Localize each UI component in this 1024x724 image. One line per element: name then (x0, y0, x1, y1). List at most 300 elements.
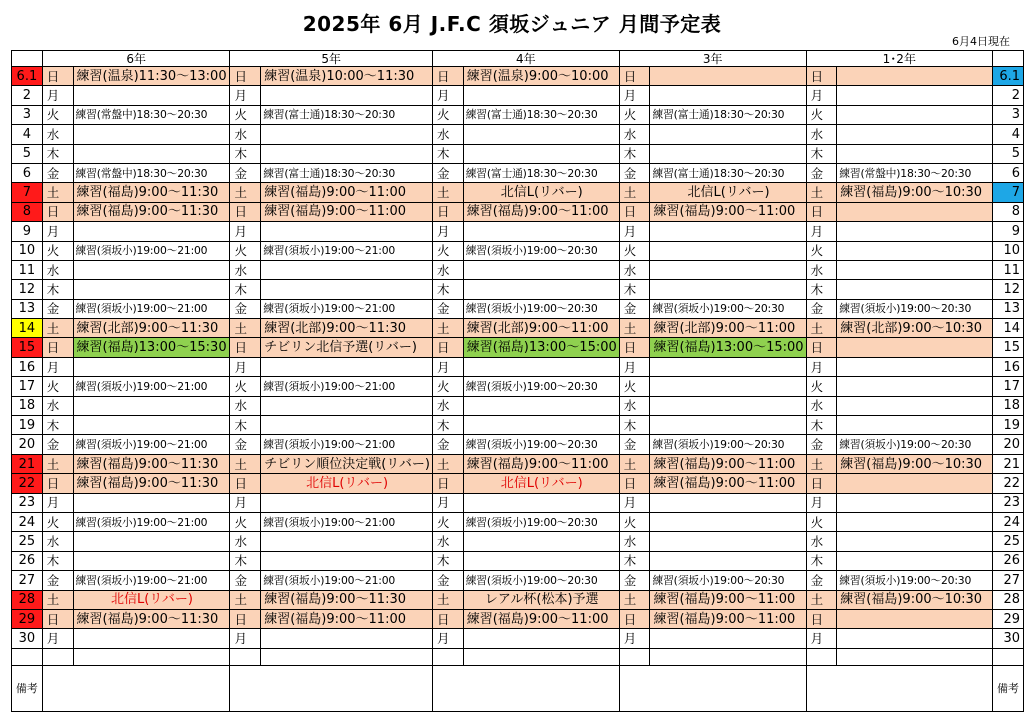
day-number-left: 4 (12, 125, 43, 144)
event-cell (837, 396, 993, 415)
event-cell: 練習(須坂小)19:00～20:30 (463, 571, 619, 590)
event-cell: 練習(福島)9:00～11:00 (650, 474, 806, 493)
weekday-cell: 月 (42, 357, 73, 376)
event-cell: 練習(福島)13:00～15:00 (650, 338, 806, 357)
weekday-cell: 木 (806, 416, 837, 435)
weekday-cell: 金 (42, 571, 73, 590)
event-cell: 練習(須坂小)19:00～21:00 (73, 571, 230, 590)
event-cell: 練習(福島)9:00～11:30 (73, 202, 230, 221)
weekday-cell: 火 (432, 512, 463, 531)
weekday-cell: 火 (230, 105, 261, 124)
event-cell (837, 222, 993, 241)
day-number-left: 15 (12, 338, 43, 357)
event-cell: 練習(須坂小)19:00～20:30 (837, 571, 993, 590)
event-cell (463, 416, 619, 435)
weekday-cell: 火 (42, 512, 73, 531)
blank-cell (463, 648, 619, 665)
weekday-cell: 日 (230, 609, 261, 628)
blank-cell (73, 648, 230, 665)
weekday-cell: 水 (230, 125, 261, 144)
weekday-cell: 水 (806, 260, 837, 279)
weekday-cell: 日 (806, 67, 837, 86)
weekday-cell: 金 (806, 571, 837, 590)
event-cell (837, 474, 993, 493)
weekday-cell: 金 (619, 163, 650, 182)
weekday-cell: 火 (432, 241, 463, 260)
notes-row (12, 665, 1024, 711)
event-cell: 練習(福島)9:00～11:30 (73, 454, 230, 473)
day-number-right: 18 (993, 396, 1024, 415)
day-row (12, 357, 1024, 376)
event-cell (650, 280, 806, 299)
event-cell: 練習(常盤中)18:30～20:30 (73, 105, 230, 124)
weekday-cell: 火 (230, 377, 261, 396)
notes-label-right: 備考 (993, 665, 1024, 711)
weekday-cell: 火 (619, 512, 650, 531)
day-row (12, 435, 1024, 454)
weekday-cell: 日 (619, 202, 650, 221)
blank-cell (806, 648, 837, 665)
weekday-cell: 金 (230, 163, 261, 182)
event-cell (73, 416, 230, 435)
weekday-cell: 月 (619, 493, 650, 512)
weekday-cell: 金 (806, 163, 837, 182)
schedule-table (11, 50, 1024, 712)
weekday-cell: 土 (230, 590, 261, 609)
event-cell (837, 357, 993, 376)
event-cell (261, 144, 433, 163)
weekday-cell: 土 (432, 183, 463, 202)
weekday-cell: 木 (619, 144, 650, 163)
day-number-left: 21 (12, 454, 43, 473)
day-row (12, 299, 1024, 318)
event-cell (261, 551, 433, 570)
weekday-cell: 土 (42, 454, 73, 473)
event-cell (837, 67, 993, 86)
blank-cell (993, 648, 1024, 665)
event-cell (73, 222, 230, 241)
event-cell (837, 551, 993, 570)
event-cell (73, 280, 230, 299)
weekday-cell: 月 (230, 629, 261, 648)
event-cell: 練習(須坂小)19:00～21:00 (73, 512, 230, 531)
event-cell (837, 86, 993, 105)
event-cell (650, 67, 806, 86)
event-cell (463, 532, 619, 551)
day-number-right: 17 (993, 377, 1024, 396)
event-cell (837, 241, 993, 260)
day-row (12, 396, 1024, 415)
weekday-cell: 日 (42, 474, 73, 493)
weekday-cell: 水 (432, 125, 463, 144)
event-cell (73, 125, 230, 144)
event-cell: 練習(福島)9:00～10:30 (837, 590, 993, 609)
day-row (12, 377, 1024, 396)
weekday-cell: 木 (806, 280, 837, 299)
event-cell: 練習(北部)9:00～11:00 (463, 319, 619, 338)
weekday-cell: 木 (806, 551, 837, 570)
day-row (12, 629, 1024, 648)
weekday-cell: 日 (619, 609, 650, 628)
grade-header: 5年 (230, 51, 432, 67)
day-number-left: 7 (12, 183, 43, 202)
weekday-cell: 土 (42, 183, 73, 202)
header-corner-right (993, 51, 1024, 67)
weekday-cell: 土 (806, 183, 837, 202)
day-number-left: 26 (12, 551, 43, 570)
weekday-cell: 木 (42, 416, 73, 435)
event-cell: チビリン北信予選(リバー) (261, 338, 433, 357)
event-cell (837, 377, 993, 396)
day-row (12, 532, 1024, 551)
weekday-cell: 木 (230, 144, 261, 163)
weekday-cell: 水 (619, 396, 650, 415)
notes-label-left: 備考 (12, 665, 43, 711)
event-cell: 練習(富士通)18:30～20:30 (261, 105, 433, 124)
weekday-cell: 月 (230, 222, 261, 241)
event-cell (463, 86, 619, 105)
event-cell: 練習(須坂小)19:00～21:00 (73, 377, 230, 396)
day-number-right: 6 (993, 163, 1024, 182)
event-cell: 練習(福島)9:00～11:30 (73, 474, 230, 493)
event-cell (261, 260, 433, 279)
weekday-cell: 水 (806, 125, 837, 144)
day-row (12, 183, 1024, 202)
event-cell (463, 222, 619, 241)
event-cell: 練習(須坂小)19:00～21:00 (261, 571, 433, 590)
day-number-right: 9 (993, 222, 1024, 241)
weekday-cell: 水 (230, 260, 261, 279)
day-number-right: 13 (993, 299, 1024, 318)
day-number-right: 29 (993, 609, 1024, 628)
event-cell: 練習(温泉)10:00～11:30 (261, 67, 433, 86)
day-number-left: 19 (12, 416, 43, 435)
event-cell: 練習(温泉)11:30～13:00 (73, 67, 230, 86)
event-cell: 練習(富士通)18:30～20:30 (650, 163, 806, 182)
event-cell: 練習(須坂小)19:00～20:30 (650, 435, 806, 454)
event-cell: 練習(富士通)18:30～20:30 (463, 105, 619, 124)
weekday-cell: 水 (230, 532, 261, 551)
day-number-right: 12 (993, 280, 1024, 299)
event-cell (650, 125, 806, 144)
day-number-right: 6.1 (993, 67, 1024, 86)
day-number-right: 23 (993, 493, 1024, 512)
event-cell (463, 629, 619, 648)
grade-header: 6年 (42, 51, 230, 67)
weekday-cell: 月 (42, 222, 73, 241)
weekday-cell: 土 (42, 590, 73, 609)
event-cell: 練習(温泉)9:00～10:00 (463, 67, 619, 86)
weekday-cell: 金 (432, 571, 463, 590)
notes-cell (806, 665, 993, 711)
weekday-cell: 日 (230, 67, 261, 86)
day-number-left: 10 (12, 241, 43, 260)
day-number-left: 6.1 (12, 67, 43, 86)
day-row (12, 202, 1024, 221)
weekday-cell: 水 (619, 260, 650, 279)
day-number-right: 14 (993, 319, 1024, 338)
day-number-left: 3 (12, 105, 43, 124)
weekday-cell: 火 (806, 377, 837, 396)
event-cell: 練習(北部)9:00～10:30 (837, 319, 993, 338)
weekday-cell: 火 (230, 512, 261, 531)
event-cell (73, 357, 230, 376)
event-cell (650, 241, 806, 260)
event-cell (650, 551, 806, 570)
event-cell (261, 280, 433, 299)
day-number-right: 8 (993, 202, 1024, 221)
event-cell (463, 125, 619, 144)
day-number-left: 14 (12, 319, 43, 338)
day-row (12, 222, 1024, 241)
day-number-left: 25 (12, 532, 43, 551)
weekday-cell: 土 (806, 590, 837, 609)
day-row (12, 280, 1024, 299)
day-number-right: 20 (993, 435, 1024, 454)
grade-header: 1･2年 (806, 51, 993, 67)
weekday-cell: 金 (432, 163, 463, 182)
header-corner-left (12, 51, 43, 67)
weekday-cell: 土 (230, 454, 261, 473)
day-row (12, 551, 1024, 570)
weekday-cell: 火 (806, 241, 837, 260)
weekday-cell: 土 (42, 319, 73, 338)
event-cell (837, 105, 993, 124)
day-number-right: 30 (993, 629, 1024, 648)
event-cell: 練習(須坂小)19:00～21:00 (73, 299, 230, 318)
event-cell: 練習(須坂小)19:00～21:00 (73, 435, 230, 454)
event-cell: 練習(福島)9:00～10:30 (837, 454, 993, 473)
event-cell (463, 280, 619, 299)
weekday-cell: 月 (619, 357, 650, 376)
day-row (12, 590, 1024, 609)
weekday-cell: 火 (432, 377, 463, 396)
weekday-cell: 日 (619, 474, 650, 493)
event-cell (463, 357, 619, 376)
event-cell: 練習(須坂小)19:00～20:30 (463, 377, 619, 396)
event-cell (650, 493, 806, 512)
day-number-left: 11 (12, 260, 43, 279)
weekday-cell: 月 (432, 357, 463, 376)
weekday-cell: 土 (230, 319, 261, 338)
event-cell (261, 629, 433, 648)
day-number-right: 16 (993, 357, 1024, 376)
weekday-cell: 水 (230, 396, 261, 415)
event-cell (837, 280, 993, 299)
day-row (12, 416, 1024, 435)
weekday-cell: 日 (619, 67, 650, 86)
weekday-cell: 月 (619, 629, 650, 648)
weekday-cell: 木 (432, 551, 463, 570)
day-row (12, 241, 1024, 260)
weekday-cell: 水 (806, 396, 837, 415)
day-row (12, 319, 1024, 338)
event-cell (650, 629, 806, 648)
event-cell: 練習(福島)9:00～11:00 (261, 183, 433, 202)
weekday-cell: 月 (806, 86, 837, 105)
weekday-cell: 水 (806, 532, 837, 551)
event-cell: 練習(須坂小)19:00～20:30 (463, 512, 619, 531)
event-cell (650, 260, 806, 279)
weekday-cell: 月 (806, 629, 837, 648)
event-cell (650, 86, 806, 105)
event-cell: 練習(須坂小)19:00～21:00 (73, 241, 230, 260)
day-number-left: 27 (12, 571, 43, 590)
weekday-cell: 木 (619, 416, 650, 435)
event-cell: 練習(福島)9:00～11:00 (650, 202, 806, 221)
day-row (12, 454, 1024, 473)
weekday-cell: 水 (42, 396, 73, 415)
day-number-right: 25 (993, 532, 1024, 551)
event-cell (837, 493, 993, 512)
event-cell: 練習(福島)9:00～11:00 (650, 609, 806, 628)
event-cell (73, 396, 230, 415)
notes-cell (42, 665, 230, 711)
weekday-cell: 金 (806, 435, 837, 454)
event-cell: 練習(福島)9:00～11:00 (650, 590, 806, 609)
weekday-cell: 土 (619, 454, 650, 473)
event-cell (463, 260, 619, 279)
weekday-cell: 木 (230, 551, 261, 570)
event-cell (650, 396, 806, 415)
weekday-cell: 金 (619, 571, 650, 590)
weekday-cell: 土 (230, 183, 261, 202)
day-number-left: 20 (12, 435, 43, 454)
event-cell (261, 357, 433, 376)
event-cell: 練習(福島)13:00～15:30 (73, 338, 230, 357)
event-cell (837, 629, 993, 648)
weekday-cell: 月 (42, 493, 73, 512)
blank-cell (230, 648, 261, 665)
weekday-cell: 月 (432, 493, 463, 512)
event-cell (73, 551, 230, 570)
weekday-cell: 火 (432, 105, 463, 124)
day-row (12, 105, 1024, 124)
weekday-cell: 金 (432, 435, 463, 454)
weekday-cell: 火 (42, 241, 73, 260)
event-cell: レアル杯(松本)予選 (463, 590, 619, 609)
event-cell (463, 551, 619, 570)
weekday-cell: 日 (806, 474, 837, 493)
day-number-right: 7 (993, 183, 1024, 202)
event-cell: 練習(福島)13:00～15:00 (463, 338, 619, 357)
day-number-right: 5 (993, 144, 1024, 163)
day-number-left: 30 (12, 629, 43, 648)
blank-cell (42, 648, 73, 665)
weekday-cell: 土 (432, 590, 463, 609)
event-cell (837, 609, 993, 628)
weekday-cell: 金 (230, 299, 261, 318)
day-row (12, 125, 1024, 144)
day-number-right: 3 (993, 105, 1024, 124)
event-cell (73, 86, 230, 105)
day-number-right: 10 (993, 241, 1024, 260)
weekday-cell: 火 (42, 377, 73, 396)
event-cell: チビリン順位決定戦(リバー) (261, 454, 433, 473)
weekday-cell: 日 (42, 67, 73, 86)
event-cell: 北信L(リバー) (261, 474, 433, 493)
weekday-cell: 月 (432, 629, 463, 648)
weekday-cell: 火 (806, 512, 837, 531)
weekday-cell: 金 (42, 299, 73, 318)
day-number-left: 17 (12, 377, 43, 396)
weekday-cell: 水 (432, 396, 463, 415)
weekday-cell: 水 (432, 260, 463, 279)
event-cell: 練習(福島)9:00～11:00 (261, 609, 433, 628)
weekday-cell: 木 (432, 144, 463, 163)
event-cell (837, 202, 993, 221)
day-row (12, 144, 1024, 163)
event-cell: 練習(富士通)18:30～20:30 (650, 105, 806, 124)
event-cell: 練習(須坂小)19:00～20:30 (463, 241, 619, 260)
weekday-cell: 月 (230, 86, 261, 105)
grade-header: 4年 (432, 51, 619, 67)
day-row (12, 493, 1024, 512)
event-cell: 練習(福島)9:00～11:30 (261, 590, 433, 609)
day-number-left: 16 (12, 357, 43, 376)
weekday-cell: 水 (619, 532, 650, 551)
day-number-right: 2 (993, 86, 1024, 105)
event-cell: 練習(須坂小)19:00～20:30 (837, 299, 993, 318)
event-cell: 練習(須坂小)19:00～20:30 (837, 435, 993, 454)
event-cell: 北信L(リバー) (650, 183, 806, 202)
event-cell: 北信L(リバー) (463, 183, 619, 202)
event-cell: 練習(須坂小)19:00～21:00 (261, 512, 433, 531)
notes-cell (619, 665, 806, 711)
as-of-date: 6月4日現在 (952, 35, 1010, 48)
event-cell: 練習(富士通)18:30～20:30 (261, 163, 433, 182)
day-number-right: 19 (993, 416, 1024, 435)
event-cell: 練習(須坂小)19:00～21:00 (261, 377, 433, 396)
day-number-left: 22 (12, 474, 43, 493)
weekday-cell: 日 (432, 202, 463, 221)
weekday-cell: 月 (619, 222, 650, 241)
grade-header-row (12, 51, 1024, 67)
day-number-left: 24 (12, 512, 43, 531)
blank-cell (619, 648, 650, 665)
event-cell: 練習(福島)9:00～11:30 (73, 609, 230, 628)
day-number-left: 29 (12, 609, 43, 628)
event-cell (650, 416, 806, 435)
weekday-cell: 月 (806, 493, 837, 512)
weekday-cell: 木 (230, 416, 261, 435)
weekday-cell: 日 (806, 609, 837, 628)
event-cell (73, 493, 230, 512)
event-cell (261, 396, 433, 415)
event-cell: 練習(北部)9:00～11:30 (261, 319, 433, 338)
weekday-cell: 火 (619, 105, 650, 124)
day-number-left: 13 (12, 299, 43, 318)
day-number-right: 28 (993, 590, 1024, 609)
event-cell: 練習(福島)9:00～10:30 (837, 183, 993, 202)
weekday-cell: 木 (42, 551, 73, 570)
event-cell: 練習(福島)9:00～11:00 (463, 454, 619, 473)
day-number-left: 12 (12, 280, 43, 299)
weekday-cell: 日 (432, 474, 463, 493)
weekday-cell: 日 (432, 609, 463, 628)
event-cell (73, 629, 230, 648)
event-cell: 練習(須坂小)19:00～20:30 (463, 299, 619, 318)
day-number-left: 5 (12, 144, 43, 163)
event-cell (650, 532, 806, 551)
day-number-left: 8 (12, 202, 43, 221)
weekday-cell: 金 (42, 435, 73, 454)
event-cell: 練習(北部)9:00～11:00 (650, 319, 806, 338)
day-number-left: 9 (12, 222, 43, 241)
event-cell: 練習(富士通)18:30～20:30 (463, 163, 619, 182)
event-cell: 北信L(リバー) (73, 590, 230, 609)
day-number-left: 6 (12, 163, 43, 182)
